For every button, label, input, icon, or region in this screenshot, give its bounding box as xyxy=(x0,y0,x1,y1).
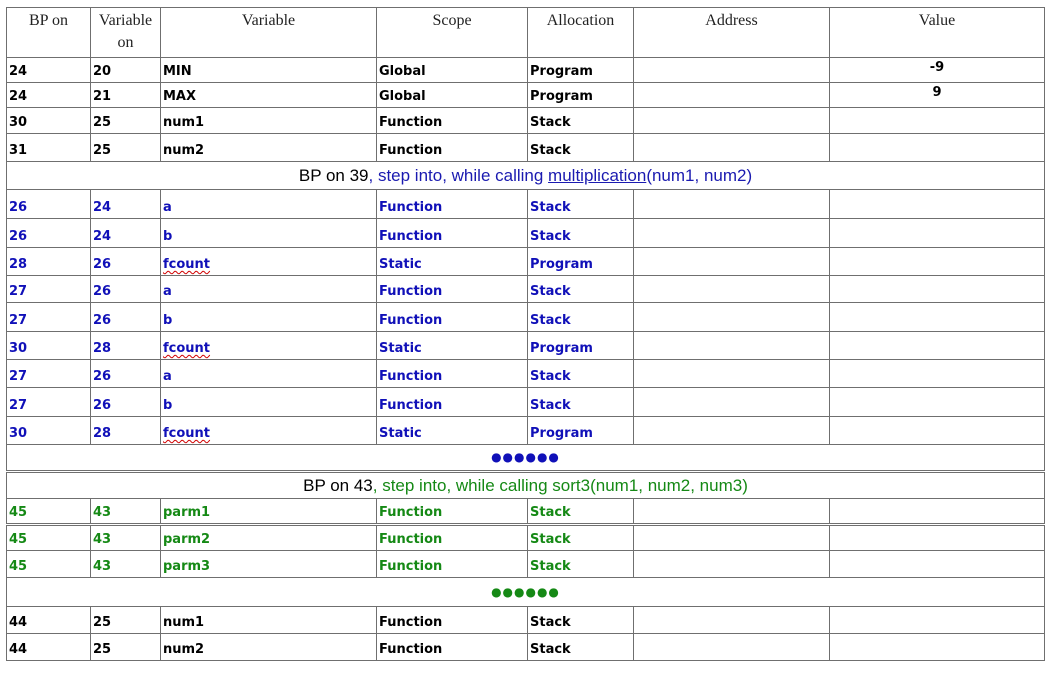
cell-variable: parm3 xyxy=(161,551,377,578)
cell-variable: num2 xyxy=(161,134,377,162)
cell-value xyxy=(830,551,1045,578)
cell-address xyxy=(634,360,830,388)
cell-address xyxy=(634,134,830,162)
header-bp-on: BP on xyxy=(7,8,91,58)
cell-scope: Function xyxy=(377,634,528,661)
cell-bp: 26 xyxy=(7,219,91,248)
table-row xyxy=(7,219,1045,248)
cell-bp: 27 xyxy=(7,388,91,417)
cell-address xyxy=(634,58,830,83)
fcount-label: fcount xyxy=(163,426,211,441)
cell-bp: 45 xyxy=(7,525,91,551)
cell-allocation: Stack xyxy=(528,276,634,303)
cell-scope: Function xyxy=(377,551,528,578)
cell-var-on: 21 xyxy=(91,83,161,108)
cell-allocation: Stack xyxy=(528,360,634,388)
cell-value: -9 xyxy=(830,58,1045,83)
cell-value xyxy=(830,388,1045,417)
cell-variable: MAX xyxy=(161,83,377,108)
cell-var-on: 43 xyxy=(91,525,161,551)
table-row xyxy=(7,83,1045,108)
cell-variable: parm2 xyxy=(161,525,377,551)
cell-bp: 28 xyxy=(7,248,91,276)
cell-var-on: 43 xyxy=(91,551,161,578)
table-row xyxy=(7,360,1045,388)
cell-address xyxy=(634,551,830,578)
cell-variable: parm1 xyxy=(161,499,377,525)
cell-value xyxy=(830,634,1045,661)
cell-var-on: 26 xyxy=(91,248,161,276)
header-variable: Variable xyxy=(161,8,377,58)
cell-var-on: 25 xyxy=(91,634,161,661)
cell-address xyxy=(634,499,830,525)
cell-scope: Function xyxy=(377,108,528,134)
cell-address xyxy=(634,417,830,445)
cell-value xyxy=(830,276,1045,303)
cell-scope: Static xyxy=(377,417,528,445)
banner-rest-text: , step into, while calling sort3(num1, num2, num3) xyxy=(372,476,748,495)
cell-value xyxy=(830,332,1045,360)
banner-bp-label: BP on 43 xyxy=(303,476,373,495)
cell-address xyxy=(634,108,830,134)
cell-allocation: Stack xyxy=(528,303,634,332)
cell-address xyxy=(634,634,830,661)
cell-allocation: Stack xyxy=(528,551,634,578)
table-row xyxy=(7,417,1045,445)
cell-value xyxy=(830,417,1045,445)
cell-allocation: Stack xyxy=(528,525,634,551)
section-banner xyxy=(7,472,1045,499)
cell-bp: 44 xyxy=(7,607,91,634)
cell-bp: 45 xyxy=(7,551,91,578)
cell-var-on: 24 xyxy=(91,219,161,248)
table-row xyxy=(7,499,1045,525)
cell-bp: 27 xyxy=(7,276,91,303)
cell-scope: Function xyxy=(377,134,528,162)
fcount-label: fcount xyxy=(163,341,211,356)
cell-value xyxy=(830,134,1045,162)
table-row xyxy=(7,607,1045,634)
header-variable-on: Variable on xyxy=(91,8,161,58)
cell-allocation: Program xyxy=(528,248,634,276)
cell-address xyxy=(634,83,830,108)
cell-allocation: Stack xyxy=(528,388,634,417)
cell-variable: num2 xyxy=(161,634,377,661)
ellipsis-row xyxy=(7,578,1045,607)
table-row xyxy=(7,551,1045,578)
cell-var-on: 24 xyxy=(91,190,161,219)
cell-allocation: Program xyxy=(528,58,634,83)
header-address: Address xyxy=(634,8,830,58)
table-row xyxy=(7,525,1045,551)
banner-bp43 xyxy=(7,472,1045,499)
cell-variable: num1 xyxy=(161,108,377,134)
cell-value xyxy=(830,525,1045,551)
cell-scope: Static xyxy=(377,332,528,360)
cell-variable: b xyxy=(161,388,377,417)
cell-bp: 30 xyxy=(7,332,91,360)
cell-bp: 27 xyxy=(7,360,91,388)
cell-bp: 27 xyxy=(7,303,91,332)
cell-allocation: Stack xyxy=(528,499,634,525)
cell-value xyxy=(830,303,1045,332)
cell-var-on: 25 xyxy=(91,607,161,634)
cell-value xyxy=(830,248,1045,276)
cell-var-on: 26 xyxy=(91,388,161,417)
ellipsis-row xyxy=(7,445,1045,472)
cell-address xyxy=(634,607,830,634)
cell-address xyxy=(634,332,830,360)
cell-scope: Function xyxy=(377,388,528,417)
cell-value xyxy=(830,499,1045,525)
cell-var-on: 25 xyxy=(91,108,161,134)
cell-scope: Function xyxy=(377,190,528,219)
cell-scope: Function xyxy=(377,219,528,248)
cell-allocation: Program xyxy=(528,332,634,360)
cell-var-on: 26 xyxy=(91,303,161,332)
cell-scope: Function xyxy=(377,276,528,303)
cell-bp: 45 xyxy=(7,499,91,525)
table-row xyxy=(7,634,1045,661)
table-row xyxy=(7,332,1045,360)
cell-variable: MIN xyxy=(161,58,377,83)
cell-variable: a xyxy=(161,360,377,388)
cell-variable: b xyxy=(161,303,377,332)
cell-address xyxy=(634,388,830,417)
table-row xyxy=(7,190,1045,219)
cell-bp: 30 xyxy=(7,417,91,445)
cell-bp: 30 xyxy=(7,108,91,134)
fcount-label: fcount xyxy=(163,257,211,272)
cell-bp: 24 xyxy=(7,83,91,108)
cell-allocation: Program xyxy=(528,83,634,108)
banner-bp39 xyxy=(7,162,1045,190)
cell-scope: Global xyxy=(377,83,528,108)
cell-variable: num1 xyxy=(161,607,377,634)
cell-address xyxy=(634,190,830,219)
cell-allocation: Program xyxy=(528,417,634,445)
table-row xyxy=(7,134,1045,162)
table-row xyxy=(7,108,1045,134)
cell-value xyxy=(830,108,1045,134)
cell-allocation: Stack xyxy=(528,134,634,162)
cell-address xyxy=(634,219,830,248)
cell-value: 9 xyxy=(830,83,1045,108)
cell-value xyxy=(830,360,1045,388)
cell-allocation: Stack xyxy=(528,219,634,248)
cell-address xyxy=(634,303,830,332)
banner-function-name: multiplication xyxy=(548,166,647,185)
banner-bp-label: BP on 39 xyxy=(298,166,369,185)
cell-var-on: 20 xyxy=(91,58,161,83)
cell-scope: Function xyxy=(377,360,528,388)
cell-allocation: Stack xyxy=(528,634,634,661)
cell-address xyxy=(634,525,830,551)
cell-var-on: 26 xyxy=(91,360,161,388)
cell-scope: Static xyxy=(377,248,528,276)
cell-address xyxy=(634,248,830,276)
cell-address xyxy=(634,276,830,303)
cell-variable xyxy=(161,248,377,276)
cell-variable xyxy=(161,332,377,360)
continuation-dots: ●●●●●● xyxy=(7,578,1045,607)
cell-scope: Function xyxy=(377,525,528,551)
cell-var-on: 28 xyxy=(91,332,161,360)
cell-allocation: Stack xyxy=(528,607,634,634)
cell-var-on: 26 xyxy=(91,276,161,303)
cell-bp: 44 xyxy=(7,634,91,661)
continuation-dots: ●●●●●● xyxy=(7,445,1045,472)
table-row xyxy=(7,248,1045,276)
cell-scope: Function xyxy=(377,303,528,332)
section-banner xyxy=(7,162,1045,190)
cell-value xyxy=(830,190,1045,219)
table-row xyxy=(7,58,1045,83)
table-row xyxy=(7,276,1045,303)
cell-allocation: Stack xyxy=(528,190,634,219)
header-row xyxy=(7,8,1045,58)
cell-var-on: 28 xyxy=(91,417,161,445)
cell-var-on: 25 xyxy=(91,134,161,162)
cell-var-on: 43 xyxy=(91,499,161,525)
header-allocation: Allocation xyxy=(528,8,634,58)
table-row xyxy=(7,303,1045,332)
cell-bp: 26 xyxy=(7,190,91,219)
cell-scope: Function xyxy=(377,607,528,634)
cell-value xyxy=(830,219,1045,248)
cell-variable: a xyxy=(161,190,377,219)
table-row xyxy=(7,388,1045,417)
cell-variable: a xyxy=(161,276,377,303)
cell-value xyxy=(830,607,1045,634)
cell-bp: 24 xyxy=(7,58,91,83)
cell-variable xyxy=(161,417,377,445)
cell-variable: b xyxy=(161,219,377,248)
variables-table xyxy=(6,7,1045,661)
cell-bp: 31 xyxy=(7,134,91,162)
header-scope: Scope xyxy=(377,8,528,58)
header-value: Value xyxy=(830,8,1045,58)
banner-args: (num1, num2) xyxy=(646,166,753,185)
banner-mid-text: , step into, while calling xyxy=(368,166,549,185)
cell-scope: Function xyxy=(377,499,528,525)
cell-allocation: Stack xyxy=(528,108,634,134)
cell-scope: Global xyxy=(377,58,528,83)
